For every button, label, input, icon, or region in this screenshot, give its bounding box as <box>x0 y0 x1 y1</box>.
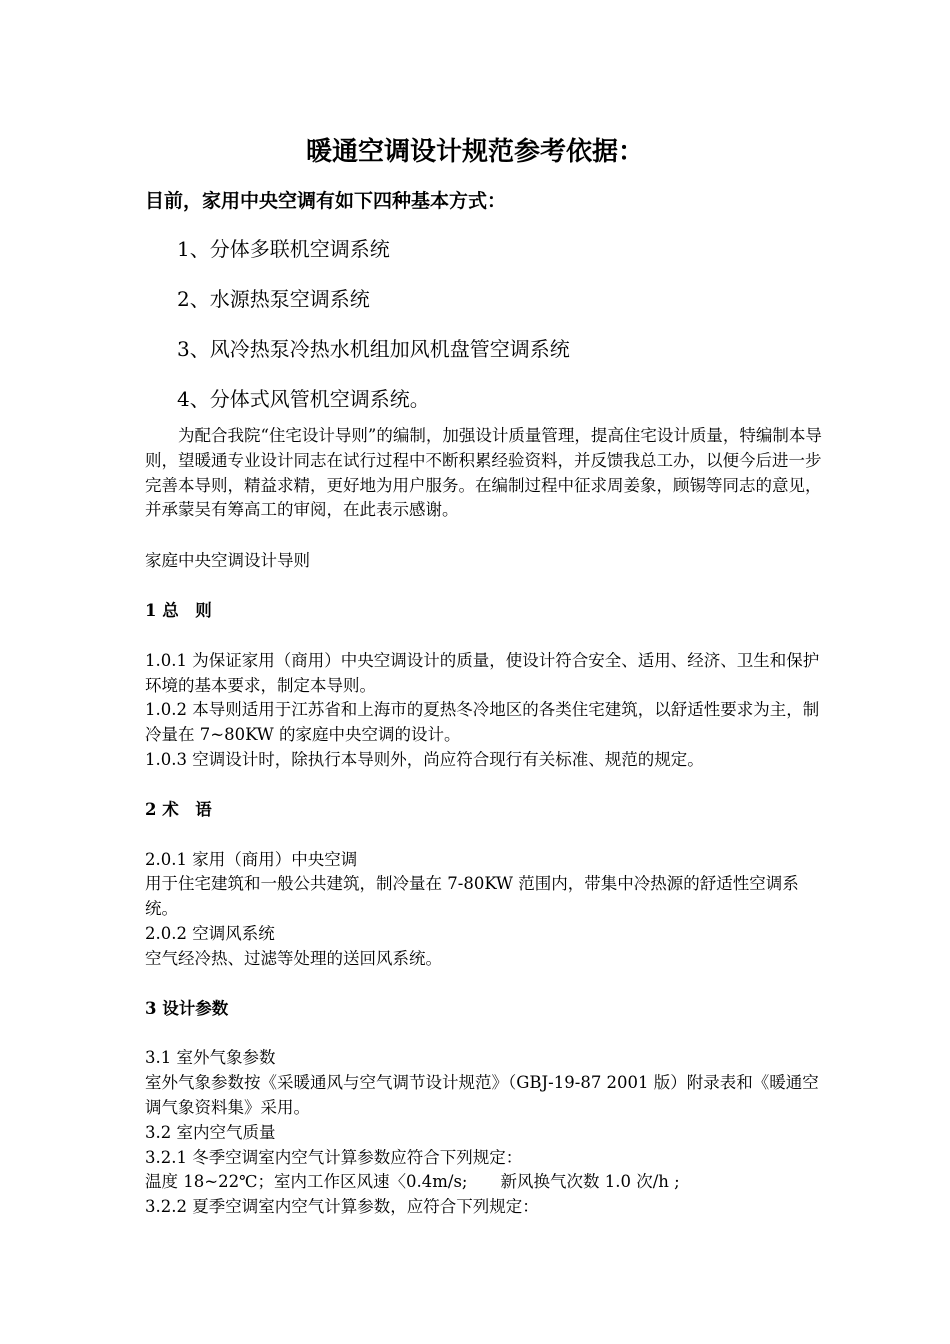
method-item: 3、风冷热泵冷热水机组加风机盘管空调系统 <box>177 337 570 361</box>
clause-title: 2.0.1 家用（商用）中央空调 <box>145 850 358 869</box>
clause-text: 1.0.2 本导则适用于江苏省和上海市的夏热冬冷地区的各类住宅建筑，以舒适性要求为主，制冷量在 7~80KW 的家庭中央空调的设计。 <box>145 700 820 744</box>
clause-text: 温度 18~22℃；室内工作区风速〈0.4m/s; 新风换气次数 1.0 次/h ; <box>145 1172 680 1191</box>
method-item: 2、水源热泵空调系统 <box>177 287 370 311</box>
preface-paragraph: 为配合我院“住宅设计导则”的编制，加强设计质量管理，提高住宅设计质量，特编制本导则，望暖通专业设计同志在试行过程中不断积累经验资料，并反馈我总工办，以便今后进一步完善本导则，精益求精，更好地为用户服务。在编制过程中征求周姜象，顾锡等同志的意见，并承蒙吴有筹高工的审阅，在此表示感谢。 <box>145 426 822 520</box>
method-item: 4、分体式风管机空调系统。 <box>177 387 430 411</box>
clause-text: 空气经冷热、过滤等处理的送回风系统。 <box>145 949 442 968</box>
clause-text: 1.0.3 空调设计时，除执行本导则外，尚应符合现行有关标准、规范的规定。 <box>145 750 704 769</box>
clause-text: 室外气象参数按《采暖通风与空气调节设计规范》（GBJ-19-87 2001 版）附录表和《暖通空调气象资料集》采用。 <box>145 1073 819 1117</box>
clause-title: 2.0.2 空调风系统 <box>145 924 275 943</box>
clause-text: 3.2.1 冬季空调室内空气计算参数应符合下列规定： <box>145 1148 523 1167</box>
clause-title: 3.2 室内空气质量 <box>145 1123 276 1142</box>
document-title: 暖通空调设计规范参考依据： <box>305 137 644 167</box>
clause-text: 1.0.1 为保证家用（商用）中央空调设计的质量，使设计符合安全、适用、经济、卫生和保护环境的基本要求，制定本导则。 <box>145 651 820 695</box>
clause-title: 3.1 室外气象参数 <box>145 1048 276 1067</box>
clause-text: 用于住宅建筑和一般公共建筑，制冷量在 7-80KW 范围内，带集中冷热源的舒适性空调系统。 <box>145 874 799 918</box>
document-subtitle: 目前，家用中央空调有如下四种基本方式： <box>145 190 507 212</box>
method-item: 1、分体多联机空调系统 <box>177 237 390 261</box>
section-heading: 3 设计参数 <box>145 999 229 1018</box>
section-heading: 1 总 则 <box>145 601 212 620</box>
section-heading: 2 术 语 <box>145 800 212 819</box>
guide-name: 家庭中央空调设计导则 <box>145 551 310 570</box>
clause-text: 3.2.2 夏季空调室内空气计算参数，应符合下列规定： <box>145 1197 539 1216</box>
